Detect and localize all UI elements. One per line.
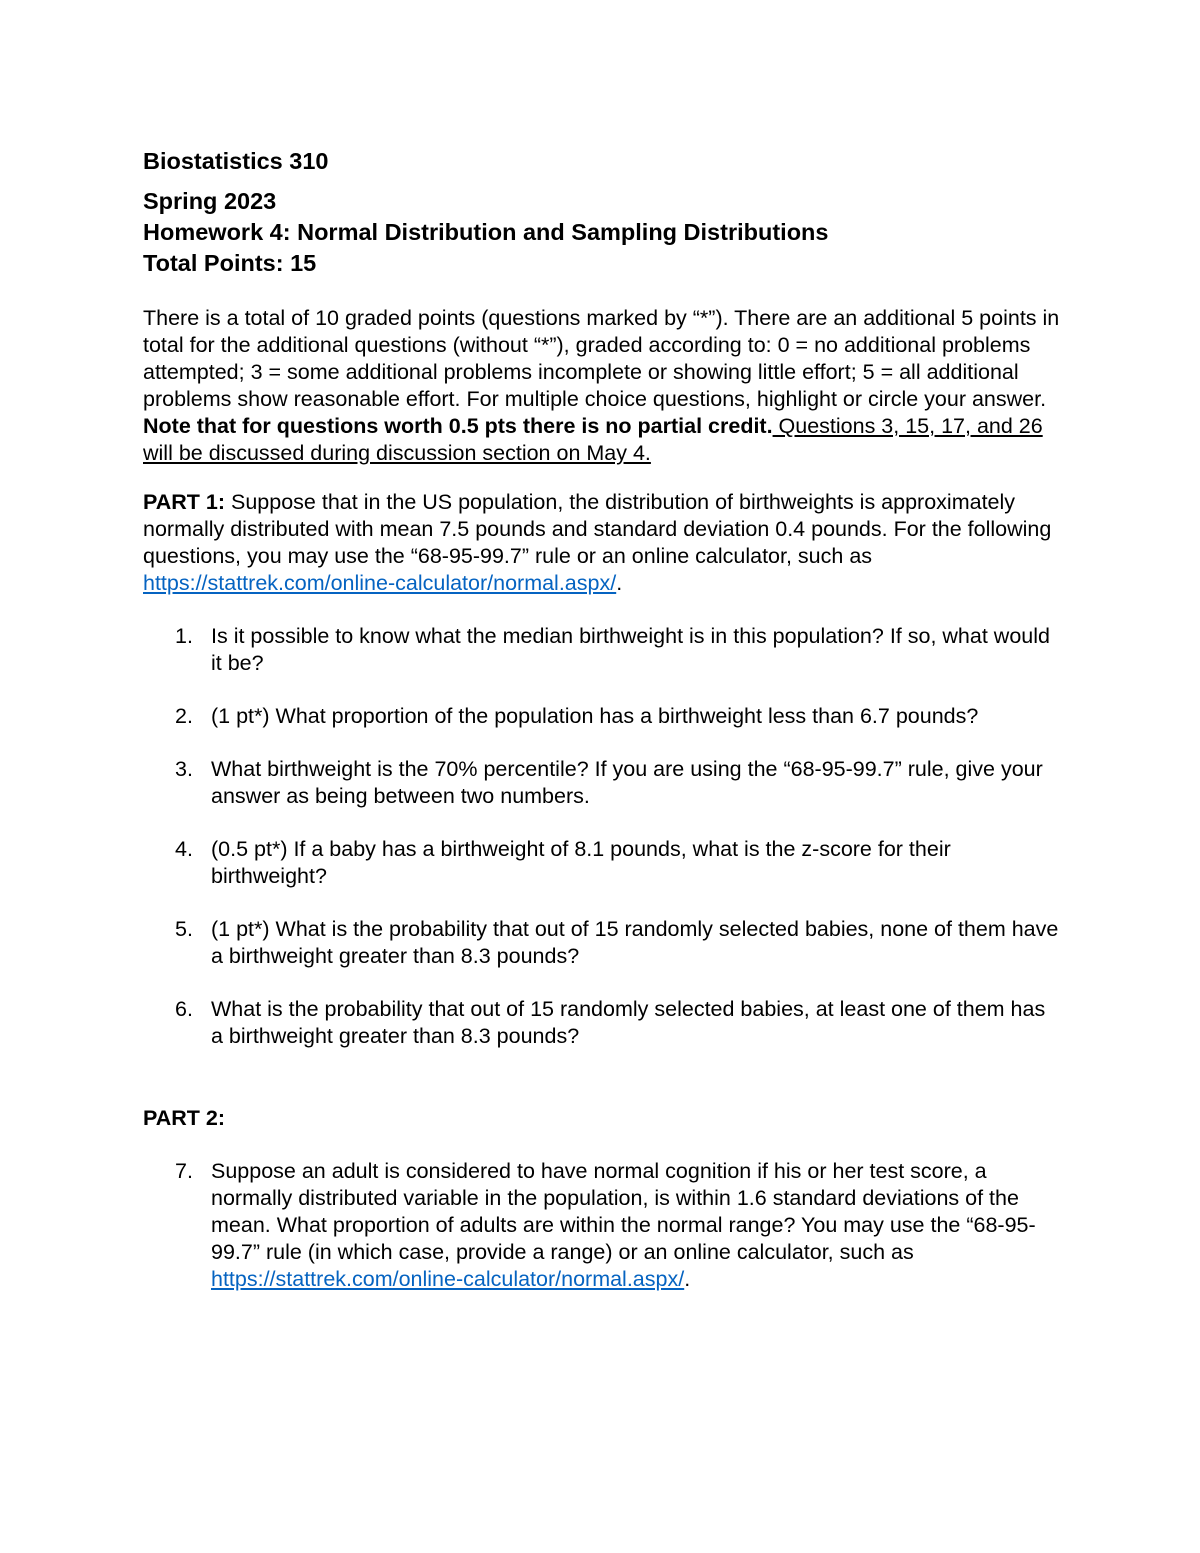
part1-questions	[143, 623, 1063, 1050]
question-item	[143, 836, 1063, 890]
part1-label: PART 1:	[143, 490, 226, 514]
question-text: What is the probability that out of 15 randomly selected babies, at least one of them has a birthweight greater than 8.3 pounds?	[211, 997, 1046, 1048]
question-item	[143, 1158, 1063, 1293]
question-item	[143, 756, 1063, 810]
question-text: Is it possible to know what the median birthweight is in this population? If so, what would it be?	[211, 624, 1050, 675]
question-text: (1 pt*) What proportion of the population has a birthweight less than 6.7 pounds?	[211, 704, 979, 728]
question-number: 3.	[175, 757, 193, 781]
instructions-paragraph	[143, 305, 1063, 467]
homework-title: Homework 4: Normal Distribution and Sampling Distributions	[143, 219, 829, 245]
question-text: What birthweight is the 70% percentile? If you are using the “68-95-99.7” rule, give your answer as being between two numbers.	[211, 757, 1043, 808]
question-text: (0.5 pt*) If a baby has a birthweight of 8.1 pounds, what is the z-score for their birthweight?	[211, 837, 951, 888]
part2-label: PART 2:	[143, 1106, 226, 1130]
question-item	[143, 916, 1063, 970]
instructions-text: There is a total of 10 graded points (questions marked by “*”). There are an additional 5 points in total for the additional questions (without “*”), graded according to: 0 = no additional problems attempted; 3 = some additional problems incomplete or showing little effort; 5 = all additional problems show reasonable effort. For multiple choice questions, highlight or circle your answer.	[143, 306, 1060, 411]
question-number: 1.	[175, 624, 193, 648]
question-item	[143, 703, 1063, 730]
calculator-link[interactable]: https://stattrek.com/online-calculator/normal.aspx/	[211, 1267, 685, 1291]
question-number: 4.	[175, 837, 193, 861]
part1-intro	[143, 489, 1063, 597]
calculator-link[interactable]: https://stattrek.com/online-calculator/normal.aspx/	[143, 571, 617, 595]
document-page	[143, 146, 1063, 1293]
question-number: 7.	[175, 1159, 193, 1183]
term-title: Spring 2023	[143, 188, 277, 214]
question-number: 5.	[175, 917, 193, 941]
question-text: Suppose an adult is considered to have normal cognition if his or her test score, a normally distributed variable in the population, is within 1.6 standard deviations of the mean. What proportion of adults are within the normal range? You may use the “68-95-99.7” rule (in which case, provide a range) or an online calculator, such as	[211, 1159, 1036, 1264]
question-item	[143, 623, 1063, 677]
question-text-end: .	[684, 1267, 691, 1291]
course-title: Biostatistics 310	[143, 148, 329, 174]
question-number: 6.	[175, 997, 193, 1021]
partial-credit-note: Note that for questions worth 0.5 pts there is no partial credit.	[143, 414, 773, 438]
question-item	[143, 996, 1063, 1050]
discussion-note: Questions 3, 15, 17, and 26 will be discussed during discussion section on May 4.	[143, 414, 1043, 465]
question-number: 2.	[175, 704, 193, 728]
part1-text-end: .	[616, 571, 623, 595]
question-text: (1 pt*) What is the probability that out of 15 randomly selected babies, none of them have a birthweight greater than 8.3 pounds?	[211, 917, 1059, 968]
part2-questions	[143, 1158, 1063, 1293]
total-points: Total Points: 15	[143, 250, 317, 276]
part1-text: Suppose that in the US population, the distribution of birthweights is approximately normally distributed with mean 7.5 pounds and standard deviation 0.4 pounds. For the following questions, you may use the “68-95-99.7” rule or an online calculator, such as	[143, 490, 1052, 568]
